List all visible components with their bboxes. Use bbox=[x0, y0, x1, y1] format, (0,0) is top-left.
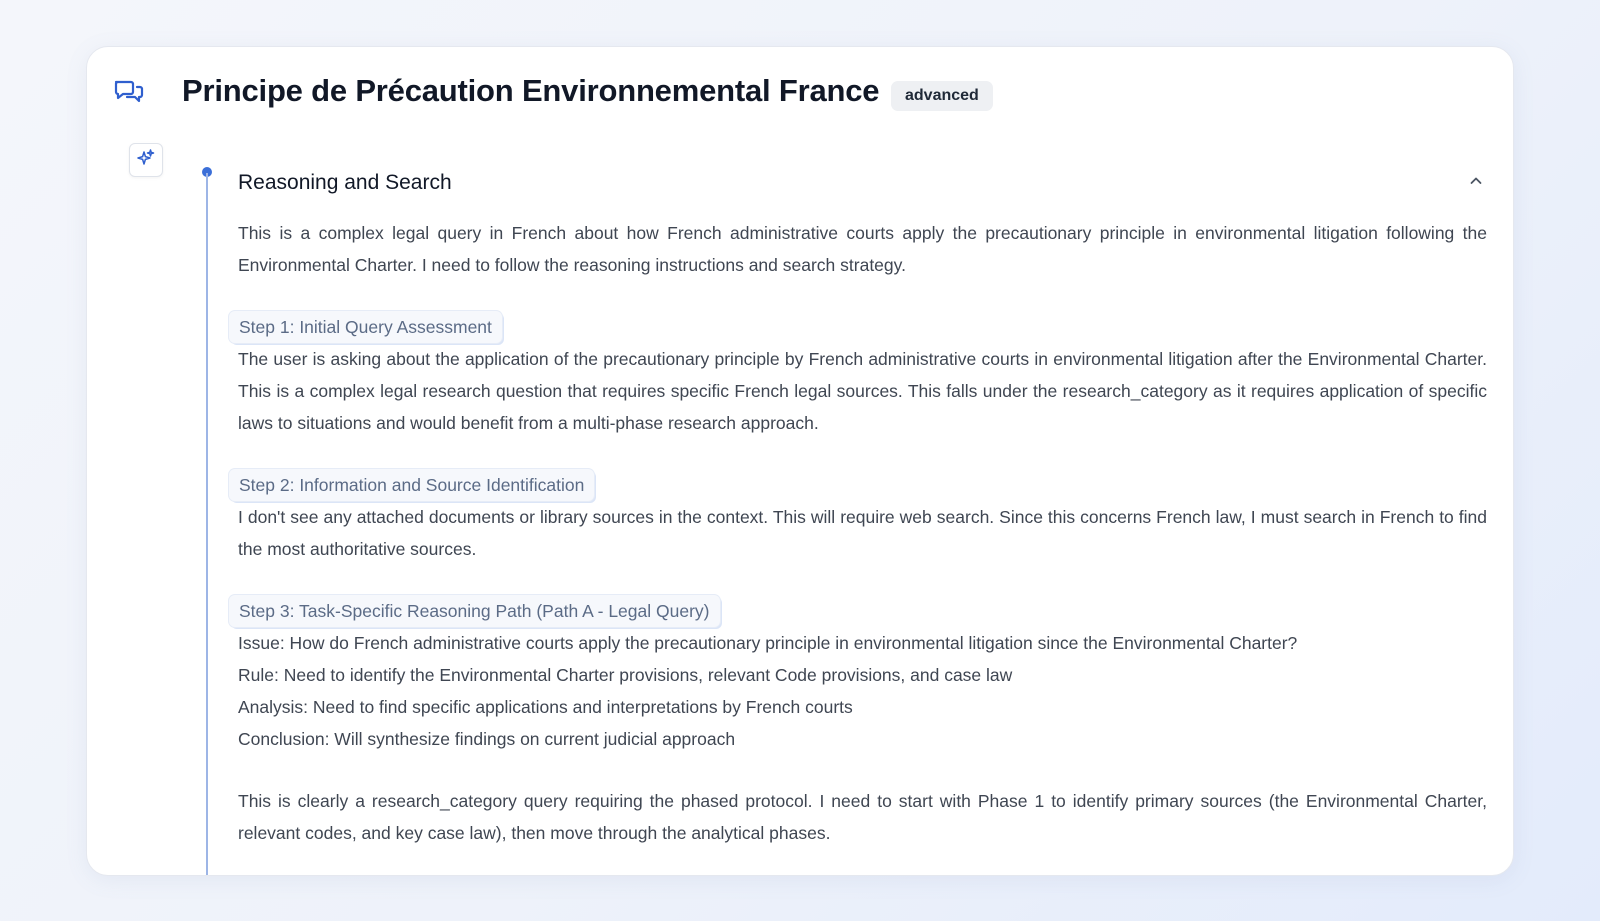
step-3-issue: Issue: How do French administrative courts apply the precautionary principle in environmental litigation since the Environmental Charter? bbox=[238, 633, 1298, 653]
section-header[interactable] bbox=[238, 167, 1488, 197]
chevron-up-icon bbox=[1468, 173, 1484, 189]
step-3-conclusion: Conclusion: Will synthesize findings on current judicial approach bbox=[238, 729, 736, 749]
step-3-label: Step 3: Task-Specific Reasoning Path (Path A - Legal Query) bbox=[229, 595, 720, 627]
reasoning-content bbox=[238, 217, 1487, 849]
closing-paragraph: This is clearly a research_category query requiring the phased protocol. I need to start with Phase 1 to identify primary sources (the Environmental Charter, relevant codes, and key case law), then move through the analytical phases. bbox=[238, 791, 1487, 843]
collapse-button[interactable] bbox=[1464, 169, 1488, 193]
intro-paragraph: This is a complex legal query in French about how French administrative courts apply the precautionary principle in environmental litigation following the Environmental Charter. I need to follow the reasoning instructions and search strategy. bbox=[238, 223, 1487, 275]
level-badge: advanced bbox=[891, 81, 993, 111]
reasoning-card bbox=[86, 46, 1514, 876]
timeline-line bbox=[206, 173, 208, 876]
page-title: Principe de Précaution Environnemental France bbox=[182, 73, 880, 108]
sparkle-icon bbox=[136, 148, 156, 173]
step-3-rule: Rule: Need to identify the Environmental Charter provisions, relevant Code provisions, and case law bbox=[238, 665, 1013, 685]
step-2-text: I don't see any attached documents or library sources in the context. This will require web search. Since this concerns French law, I must search in French to find the most authoritative sources. bbox=[238, 507, 1487, 559]
chat-bubbles-icon bbox=[113, 78, 147, 112]
step-1-text: The user is asking about the application of the precautionary principle by French administrative courts in environmental litigation after the Environmental Charter. This is a complex legal research question that requires specific French legal sources. This falls under the research_category as it requires application of specific laws to situations and would benefit from a multi-phase research approach. bbox=[238, 349, 1487, 433]
card-header bbox=[87, 47, 1513, 143]
sparkle-button[interactable] bbox=[129, 143, 163, 177]
step-3-analysis: Analysis: Need to find specific applications and interpretations by French courts bbox=[238, 697, 853, 717]
step-1-label: Step 1: Initial Query Assessment bbox=[229, 311, 502, 343]
section-title: Reasoning and Search bbox=[238, 171, 452, 194]
step-2-label: Step 2: Information and Source Identification bbox=[229, 469, 594, 501]
